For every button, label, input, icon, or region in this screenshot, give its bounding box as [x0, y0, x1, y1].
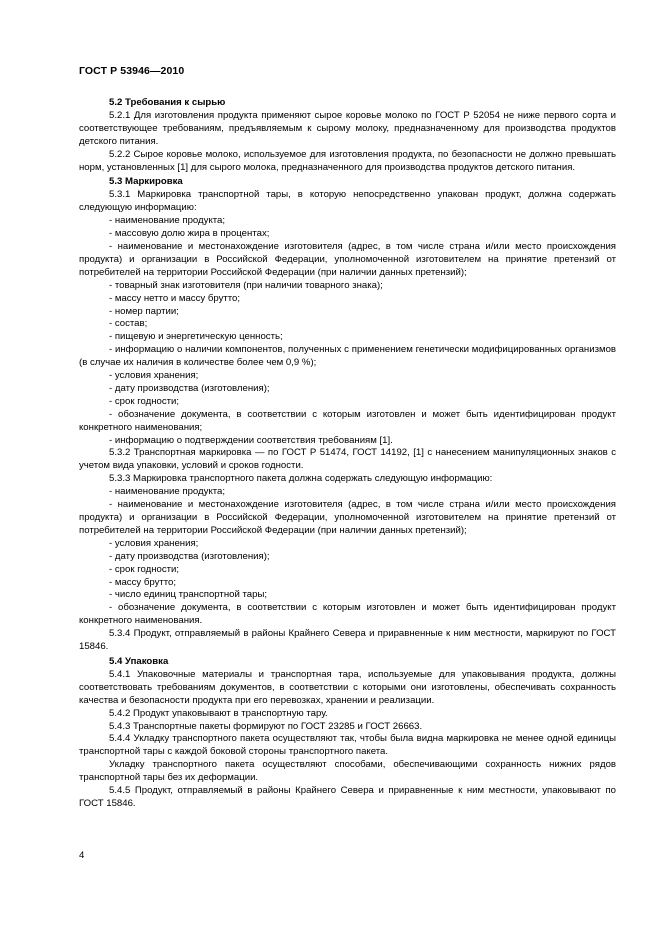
paragraph: - обозначение документа, в соответствии с которым изготовлен и может быть идентифицирован продукт конкретного наименования. — [79, 602, 616, 627]
paragraph: 5.4.2 Продукт упаковывают в транспортную тару. — [109, 707, 328, 719]
list-item: - информацию о подтверждении соответствия требованиям [1]. — [109, 434, 393, 446]
paragraph: 5.3.4 Продукт, отправляемый в районы Крайнего Севера и приравненные к ним местности, маркируют по ГОСТ 15846. — [79, 628, 616, 653]
paragraph: 5.4.3 Транспортные пакеты формируют по ГОСТ 23285 и ГОСТ 26663. — [109, 720, 423, 732]
paragraph: - обозначение документа, в соответствии с которым изготовлен и может быть идентифицирован продукт конкретного наименования; — [79, 408, 616, 433]
list-item: - массу брутто; — [109, 576, 177, 588]
list-item: - пищевую и энергетическую ценность; — [109, 331, 283, 343]
list-item: - массовую долю жира в процентах; — [109, 228, 270, 240]
list-item: - товарный знак изготовителя (при наличии товарного знака); — [109, 279, 383, 291]
paragraph: 5.4.5 Продукт, отправляемый в районы Крайнего Севера и приравненные к ним местности, упаковывают по ГОСТ 15846. — [79, 785, 616, 809]
paragraph: - наименование и местонахождение изготовителя (адрес, в том числе страна и/или место происхождения продукта) и организации в Российской Федерации, уполномоченной изготовителем на принятие претензий от потребителей на территории Российской Федерации (при наличии данных претензий); — [79, 240, 616, 278]
paragraph: 5.4.4 Укладку транспортного пакета осуществляют так, чтобы была видна маркировка не менее одной единицы транспортной тары с каждой боковой стороны транспортного пакета. — [79, 733, 616, 758]
document-body — [79, 95, 616, 811]
list-item: - число единиц транспортной тары; — [109, 589, 268, 601]
paragraph: 5.3.3 Маркировка транспортного пакета должна содержать следующую информацию: — [109, 473, 493, 485]
paragraph: 5.2.2 Сырое коровье молоко, используемое для изготовления продукта, по безопасности не должно превышать норм, установленных [1] для сырого молока, предназначенного для производства продуктов детского питания. — [79, 148, 616, 173]
list-item: - условия хранения; — [109, 370, 199, 382]
list-item: - дату производства (изготовления); — [109, 382, 270, 394]
list-item: - номер партии; — [109, 305, 179, 317]
list-item: - условия хранения; — [109, 537, 199, 549]
section-heading: 5.3 Маркировка — [109, 176, 183, 188]
list-item: - дату производства (изготовления); — [109, 550, 270, 562]
list-item: - срок годности; — [109, 563, 180, 575]
section-heading: 5.4 Упаковка — [109, 655, 169, 667]
paragraph: - наименование и местонахождение изготовителя (адрес, в том числе страна и/или место происхождения продукта) и организации в Российской Федерации, уполномоченной изготовителем на принятие претензий от потребителей на территории Российской Федерации (при наличии данных претензий); — [79, 499, 616, 536]
document-header: ГОСТ Р 53946—2010 — [79, 65, 185, 77]
paragraph: 5.3.1 Маркировка транспортной тары, в которую непосредственно упакован продукт, должна содержать следующую информацию: — [79, 189, 616, 214]
section-heading: 5.2 Требования к сырью — [109, 97, 226, 108]
list-item: - наименование продукта; — [109, 486, 226, 498]
paragraph: - информацию о наличии компонентов, полученных с применением генетически модифицированных организмов (в случае их наличия в количестве более чем 0,9 %); — [79, 344, 616, 369]
list-item: - наименование продукта; — [109, 215, 226, 227]
list-item: - состав; — [109, 318, 148, 330]
paragraph: 5.4.1 Упаковочные материалы и транспортная тара, используемые для упаковывания продукта, должны соответствовать требованиям документов, в соответствии с которыми они изготовлены, обеспечивать сохранность качества и безопасности продукта при его перевозках, хранении и реализации. — [79, 668, 616, 706]
paragraph: 5.3.2 Транспортная маркировка — по ГОСТ Р 51474, ГОСТ 14192, [1] с нанесением манипуляционных знаков с учетом вида упаковки, условий и сроков годности. — [79, 447, 616, 472]
paragraph: 5.2.1 Для изготовления продукта применяют сырое коровье молоко по ГОСТ Р 52054 не ниже первого сорта и соответствующее требованиям, предъявляемым к сырому молоку, предназначенному для производства продуктов детского питания. — [79, 109, 616, 147]
page-number: 4 — [79, 850, 85, 861]
list-item: - массу нетто и массу брутто; — [109, 292, 241, 304]
paragraph: Укладку транспортного пакета осуществляют способами, обеспечивающими сохранность нижних рядов транспортной тары без их деформации. — [79, 759, 616, 784]
list-item: - срок годности; — [109, 395, 180, 407]
